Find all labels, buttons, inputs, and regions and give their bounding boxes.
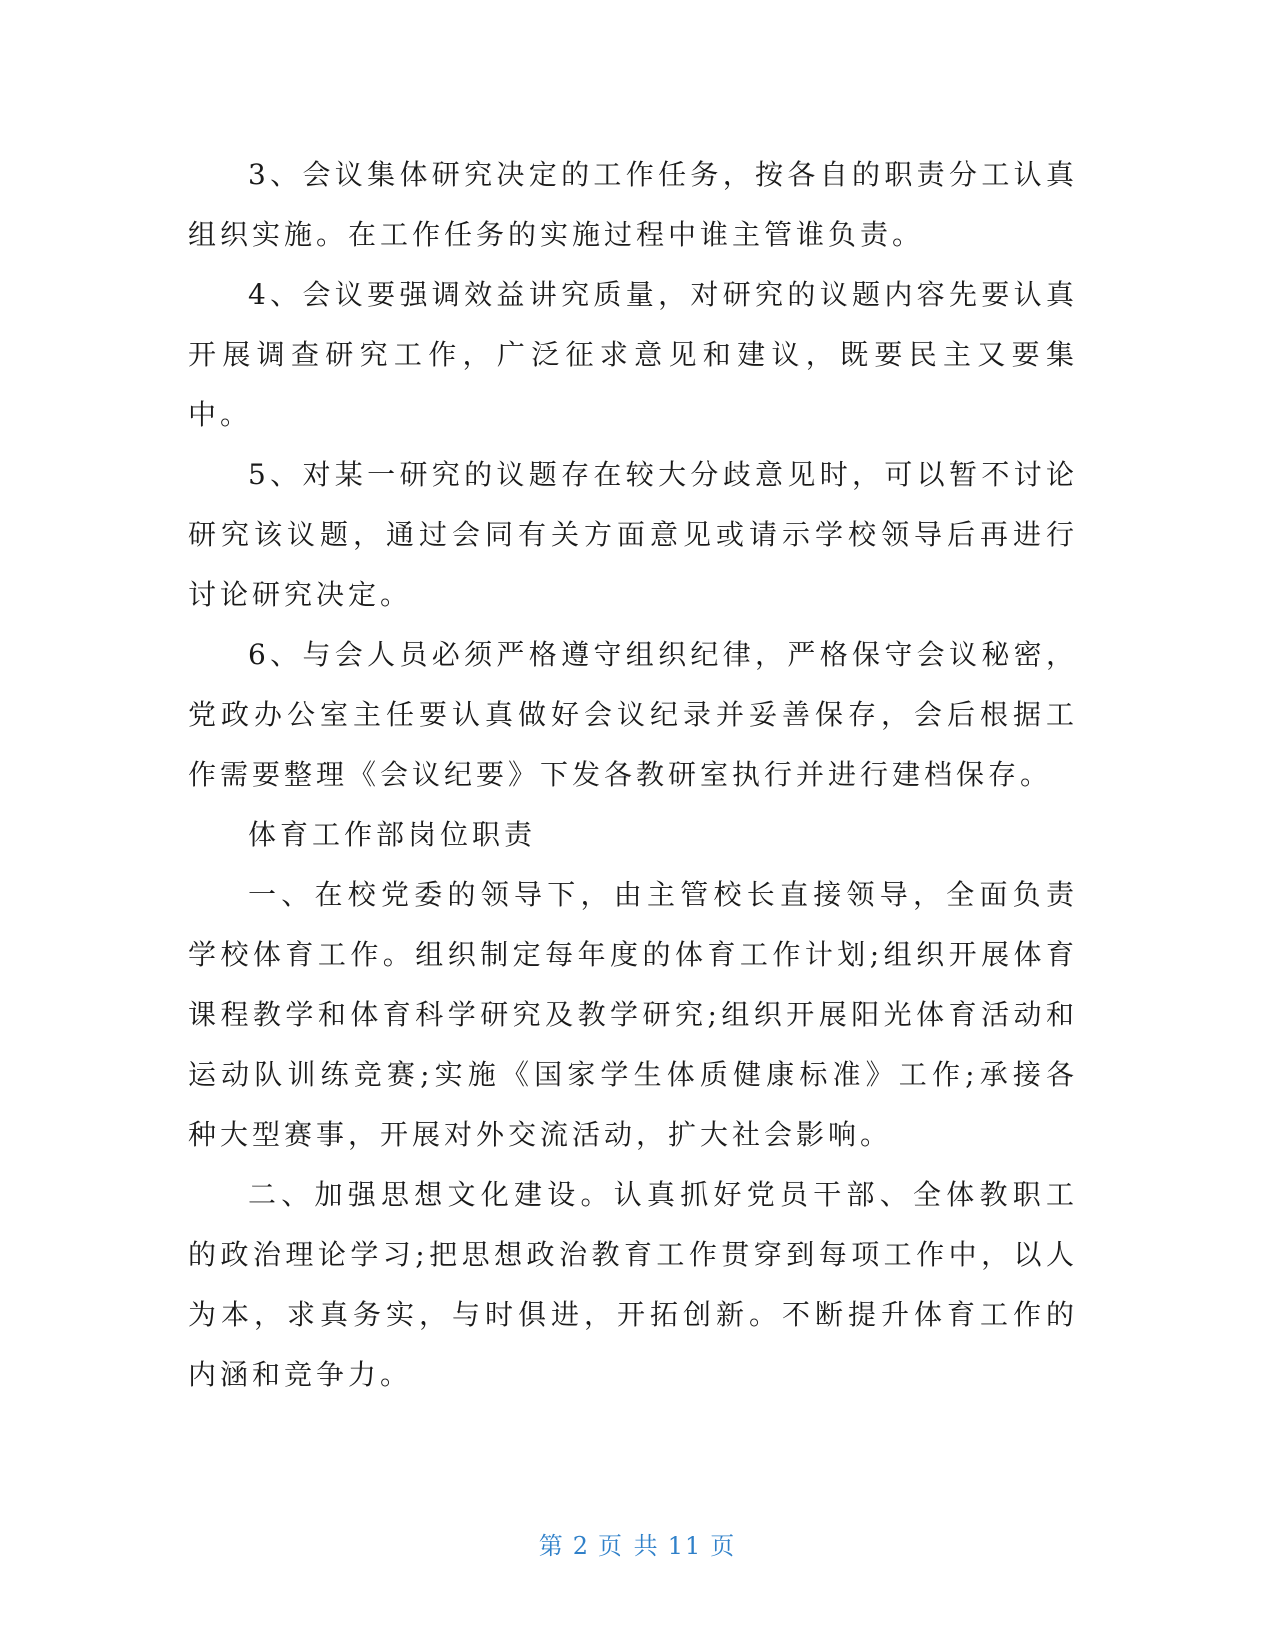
paragraph-item-6: 6、与会人员必须严格遵守组织纪律，严格保守会议秘密，党政办公室主任要认真做好会议纪录并妥善保存，会后根据工作需要整理《会议纪要》下发各教研室执行并进行建档保存。 bbox=[188, 638, 1078, 791]
document-body bbox=[188, 145, 1078, 1405]
footer-suffix: 页 bbox=[710, 1532, 737, 1560]
page-footer bbox=[0, 1526, 1275, 1561]
section-paragraph-2: 二、加强思想文化建设。认真抓好党员干部、全体教职工的政治理论学习;把思想政治教育工作贯穿到每项工作中，以人为本，求真务实，与时俱进，开拓创新。不断提升体育工作的内涵和竞争力。 bbox=[188, 1178, 1078, 1391]
footer-current-page: 2 bbox=[572, 1532, 591, 1560]
section-paragraph-1: 一、在校党委的领导下，由主管校长直接领导，全面负责学校体育工作。组织制定每年度的体育工作计划;组织开展体育课程教学和体育科学研究及教学研究;组织开展阳光体育活动和运动队训练竞赛;实施《国家学生体质健康标准》工作;承接各种大型赛事，开展对外交流活动，扩大社会影响。 bbox=[188, 878, 1078, 1151]
paragraph-item-3: 3、会议集体研究决定的工作任务，按各自的职责分工认真组织实施。在工作任务的实施过程中谁主管谁负责。 bbox=[188, 158, 1078, 251]
footer-prefix: 第 bbox=[538, 1532, 565, 1560]
footer-middle: 页 共 bbox=[598, 1532, 660, 1560]
section-title: 体育工作部岗位职责 bbox=[248, 818, 537, 851]
paragraph-item-5: 5、对某一研究的议题存在较大分歧意见时，可以暂不讨论研究该议题，通过会同有关方面意见或请示学校领导后再进行讨论研究决定。 bbox=[188, 458, 1078, 611]
paragraph-item-4: 4、会议要强调效益讲究质量，对研究的议题内容先要认真开展调查研究工作，广泛征求意见和建议，既要民主又要集中。 bbox=[188, 278, 1078, 431]
footer-total-pages: 11 bbox=[667, 1532, 703, 1560]
